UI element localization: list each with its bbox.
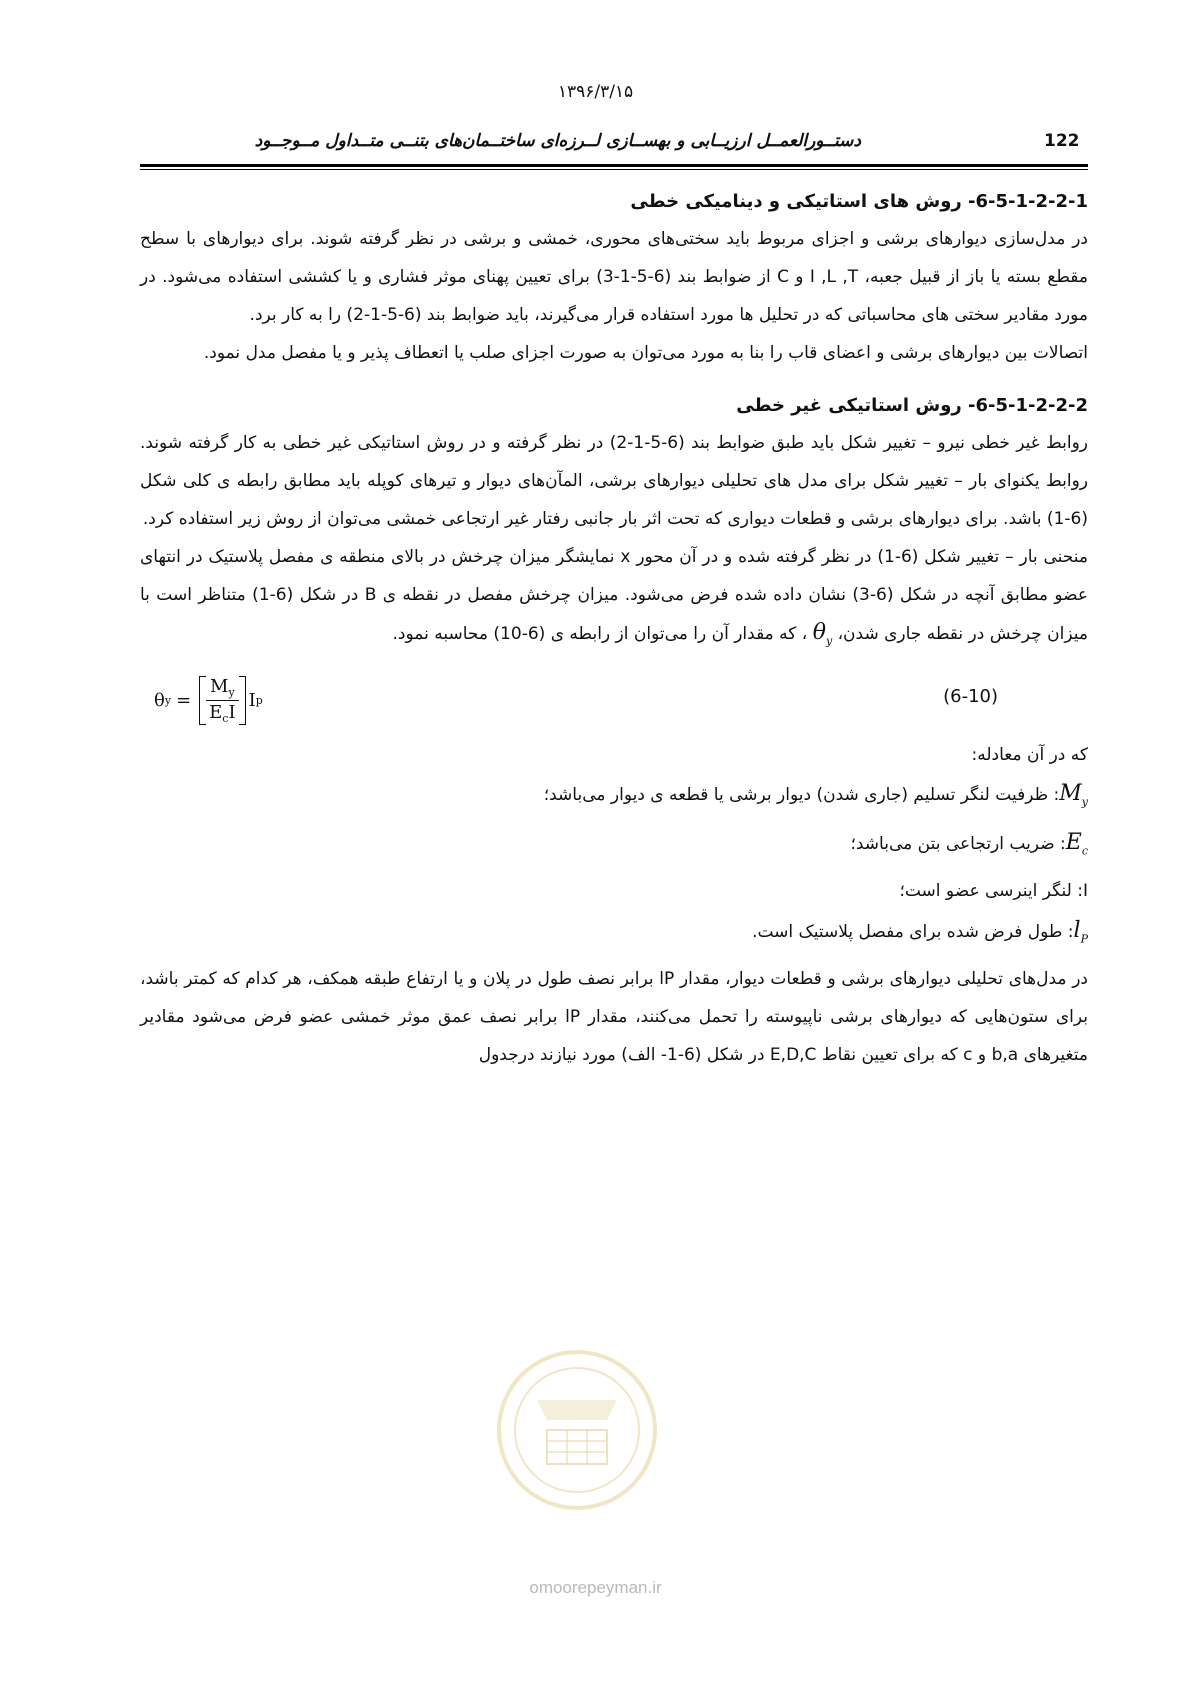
paragraph-text: ، که مقدار آن را می‌توان از رابطه ی (6-10) محاسبه نمود.: [392, 624, 808, 644]
equation-bracket: [199, 676, 245, 725]
definitions-lead: که در آن معادله:: [971, 745, 1088, 766]
equation-number: (6-10): [943, 686, 998, 708]
running-header-title: دستــورالعمــل ارزیــابی و بهســازی لــرزه‌ای ساختــمان‌های بتنــی متــداول مــوجــود: [254, 131, 861, 151]
footer-website: omoorepeyman.ir: [529, 1578, 662, 1597]
symbol: $M_y$: [1059, 781, 1088, 809]
definition-item: I: لنگر اینرسی عضو است؛: [899, 881, 1088, 902]
paragraph: در مدل‌سازی دیوارهای برشی و اجزای مربوط باید سختی‌های محوری، خمشی و برشی در نظر گرفته شوند. برای دیوارهای با سطح مقطع بسته یا باز از قبیل جعبه، I ,L ,T و C از ضوابط بند (6-5-1-3) برای تعیین پهنای موثر فشاری و یا کششی استفاده می‌شود. در مورد مقادیر سختی های محاسباتی که در تحلیل ها مورد استفاده قرار می‌گیرند، باید ضوابط بند (6-5-1-2) را به کار برد.: [140, 229, 1088, 325]
document-body: [140, 184, 1088, 1074]
definition-item: $l_P$: طول فرض شده برای مفصل پلاستیک است.: [752, 918, 1088, 946]
equation-fraction: $\frac{M_y}{E_cI}$: [205, 676, 239, 725]
definition-item: $M_y$: ظرفیت لنگر تسلیم (جاری شدن) دیوار برشی یا قطعه ی دیوار می‌باشد؛: [543, 781, 1088, 809]
theta-y-symbol: $\theta_y$: [812, 620, 833, 648]
definition-item: $E_c$: ضریب ارتجاعی بتن می‌باشد؛: [850, 829, 1088, 858]
paragraph: در مدل‌های تحلیلی دیوارهای برشی و قطعات دیوار، مقدار lP برابر نصف طول در پلان و یا ارتفاع طبقه همکف، هر کدام که کمتر باشد، برای ستون‌هایی که دیوارهای برشی ناپیوسته را تحمل می‌کنند، مقدار lP برابر نصف عمق موثر خمشی عضو فرض می‌شود مقادیر متغیرهای b,a و c که برای تعیین نقاط E,D,C در شکل (6-1- الف) مورد نیازند درجدول: [140, 968, 1088, 1065]
header-rule-thick: [140, 164, 1088, 167]
equation-block: [140, 668, 1088, 730]
paragraph: اتصالات بین دیوارهای برشی و اعضای قاب را بنا به مورد می‌توان به صورت اجزای صلب یا اتعطاف پذیر و یا مفصل مدل نمود.: [203, 343, 1088, 363]
page-date: ۱۳۹۶/۳/۱۵: [557, 82, 634, 102]
paragraph: روابط غیر خطی نیرو – تغییر شکل باید طبق ضوابط بند (6-5-1-2) در نظر گرفته و در روش استاتیکی غیر خطی به کار گرفته شوند. روابط یکنوای بار – تغییر شکل برای مدل های تحلیلی دیوارهای برشی، المآن‌های دیوار و تیرهای کوپله باید مطابق رابطه ی کلی شکل (6-1) باشد. برای دیوارهای برشی و قطعات دیواری که تحت اثر بار جانبی رفتار غیر ارتجاعی خمشی می‌توان از روش زیر استفاده کرد.: [140, 433, 1088, 529]
header-rule-thin: [140, 169, 1088, 170]
watermark-seal-icon: [452, 1340, 702, 1520]
page-number: 122: [1044, 131, 1080, 151]
section-heading-linear: 6-5-1-2-2-1- روش های استاتیکی و دینامیکی خطی: [630, 191, 1088, 212]
symbol: $E_c$: [1065, 829, 1088, 858]
equation: θ y = $\frac{M_y}{E_cI}$ I p: [154, 676, 263, 726]
section-heading-nonlinear: 6-5-1-2-2-2- روش استاتیکی غیر خطی: [736, 395, 1088, 416]
paragraph-text: منحنی بار – تغییر شکل (6-1) در نظر گرفته شده و در آن محور x نمایشگر میزان چرخش در بالای منطقه ی مفصل پلاستیک در انتهای عضو مطابق آنچه در شکل (6-3) نشان داده شده فرض می‌شود. میزان چرخش مفصل در نقطه ی B در شکل (6-1) متناظر است با میزان چرخش در نقطه جاری شدن،: [140, 547, 1088, 644]
symbol: $l_P$: [1073, 918, 1088, 946]
symbol: I: [1082, 881, 1088, 902]
paragraph-with-symbol: [140, 538, 1088, 660]
